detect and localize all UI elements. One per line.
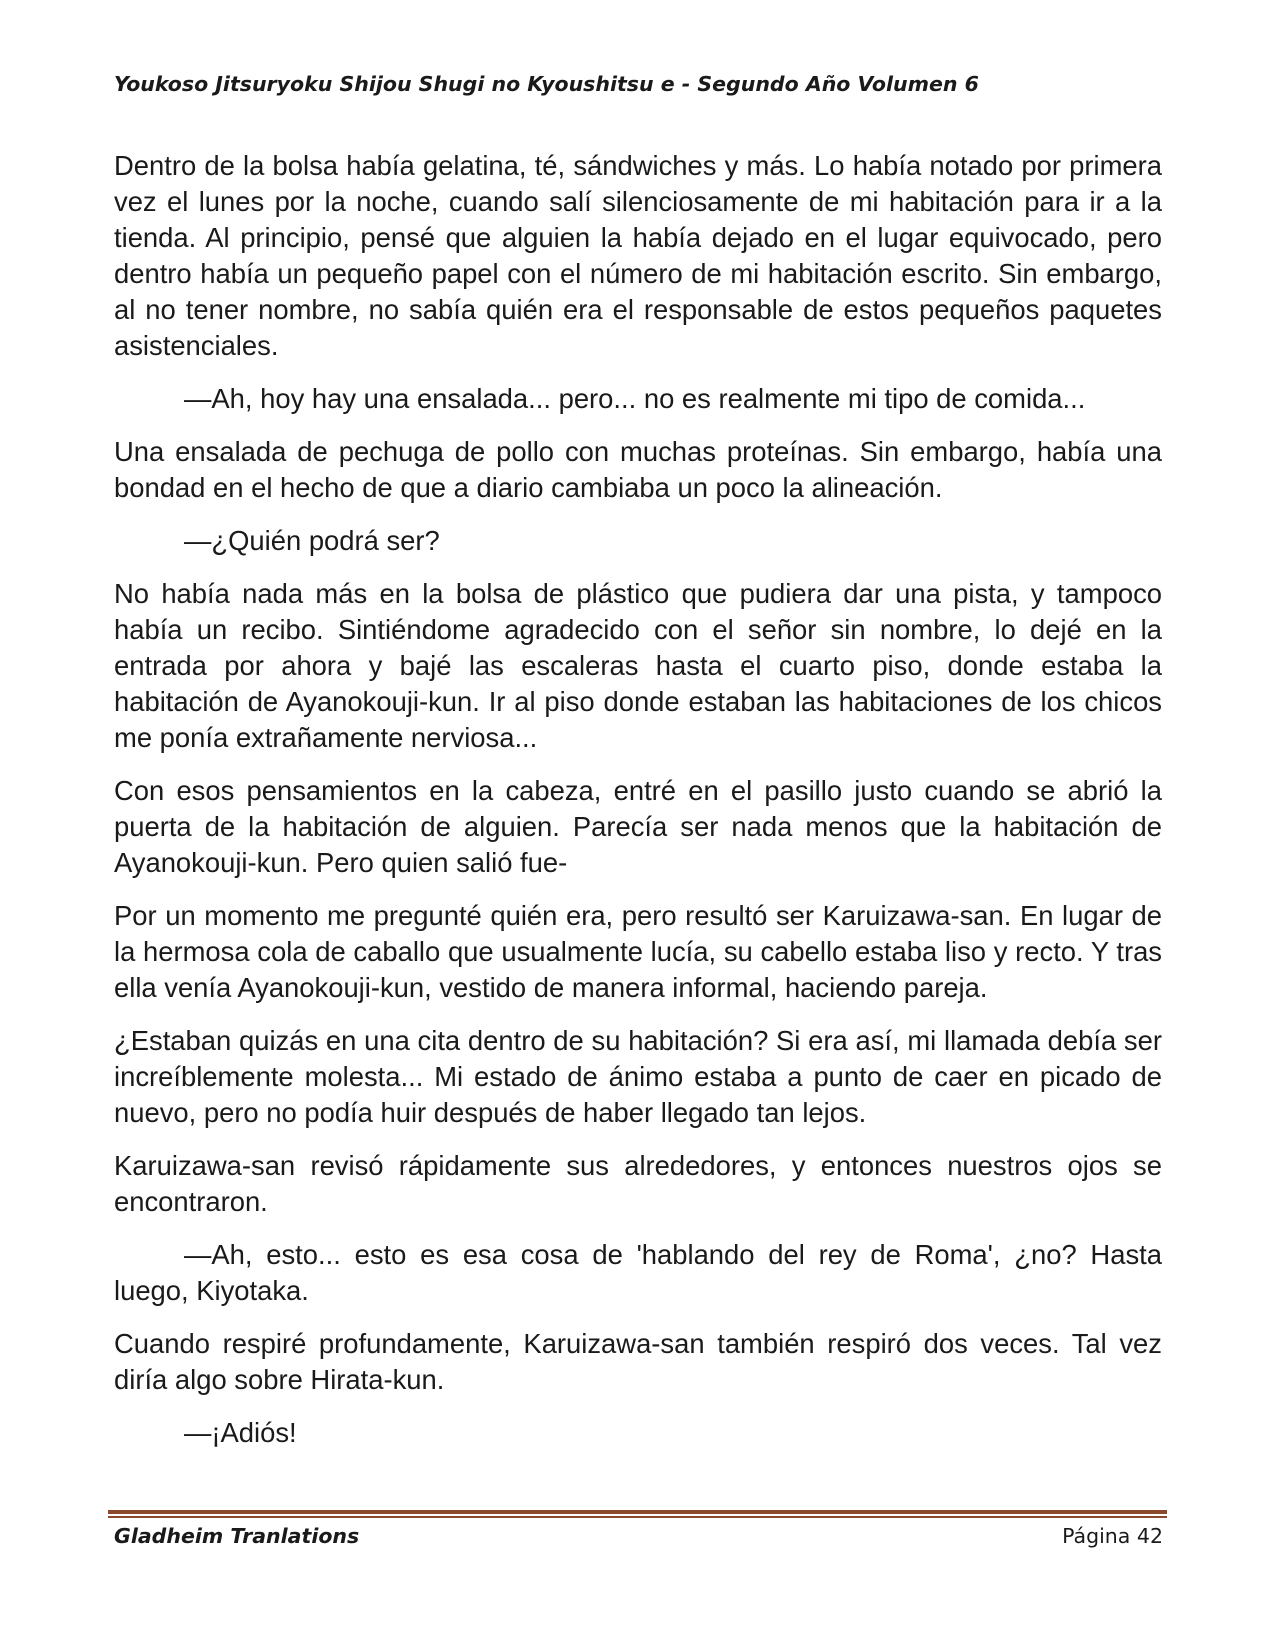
footer-divider <box>108 1510 1167 1518</box>
paragraph: Cuando respiré profundamente, Karuizawa-san también respiró dos veces. Tal vez diría algo sobre Hirata-kun. <box>114 1328 1162 1395</box>
paragraph: Dentro de la bolsa había gelatina, té, sándwiches y más. Lo había notado por primera vez el lunes por la noche, cuando salí silenciosamente de mi habitación para ir a la tienda. Al principio, pensé que alguien la había dejado en el lugar equivocado, pero dentro había un pequeño papel con el número de mi habitación escrito. Sin embargo, al no tener nombre, no sabía quién era el responsable de estos pequeños paquetes asistenciales. <box>114 150 1162 361</box>
footer-divider-thin <box>108 1516 1167 1518</box>
paragraph: Por un momento me pregunté quién era, pero resultó ser Karuizawa-san. En lugar de la hermosa cola de caballo que usualmente lucía, su cabello estaba liso y recto. Y tras ella venía Ayanokouji-kun, vestido de manera informal, haciendo pareja. <box>114 900 1162 1003</box>
paragraph: No había nada más en la bolsa de plástico que pudiera dar una pista, y tampoco había un recibo. Sintiéndome agradecido con el señor sin nombre, lo dejé en la entrada por ahora y bajé las escaleras hasta el cuarto piso, donde estaba la habitación de Ayanokouji-kun. Ir al piso donde estaban las habitaciones de los chicos me ponía extrañamente nerviosa... <box>114 578 1162 753</box>
page-number: 42 <box>1136 1524 1163 1548</box>
dialogue-line: —¡Adiós! <box>184 1417 297 1448</box>
footer-divider-thick <box>108 1510 1167 1514</box>
paragraph: Una ensalada de pechuga de pollo con muchas proteínas. Sin embargo, había una bondad en el hecho de que a diario cambiaba un poco la alineación. <box>114 436 1162 503</box>
dialogue-line: —Ah, hoy hay una ensalada... pero... no es realmente mi tipo de comida... <box>184 383 1086 414</box>
paragraph: ¿Estaban quizás en una cita dentro de su habitación? Si era así, mi llamada debía ser increíblemente molesta... Mi estado de ánimo estaba a punto de caer en picado de nuevo, pero no podía huir después de haber llegado tan lejos. <box>114 1025 1162 1128</box>
paragraph: Con esos pensamientos en la cabeza, entré en el pasillo justo cuando se abrió la puerta de la habitación de alguien. Parecía ser nada menos que la habitación de Ayanokouji-kun. Pero quien salió fue- <box>114 775 1162 878</box>
page-header-title: Youkoso Jitsuryoku Shijou Shugi no Kyoushitsu e - Segundo Año Volumen 6 <box>114 72 979 96</box>
page-body <box>114 148 1162 1468</box>
page-number-label <box>1062 1524 1163 1548</box>
footer-credit: Gladheim Tranlations <box>114 1524 360 1548</box>
page-label: Página <box>1062 1524 1131 1548</box>
dialogue-line: —Ah, esto... esto es esa cosa de 'hablando del rey de Roma', ¿no? Hasta luego, Kiyotaka. <box>114 1239 1162 1306</box>
paragraph: Karuizawa-san revisó rápidamente sus alrededores, y entonces nuestros ojos se encontraron. <box>114 1150 1162 1217</box>
dialogue-line: —¿Quién podrá ser? <box>184 525 440 556</box>
